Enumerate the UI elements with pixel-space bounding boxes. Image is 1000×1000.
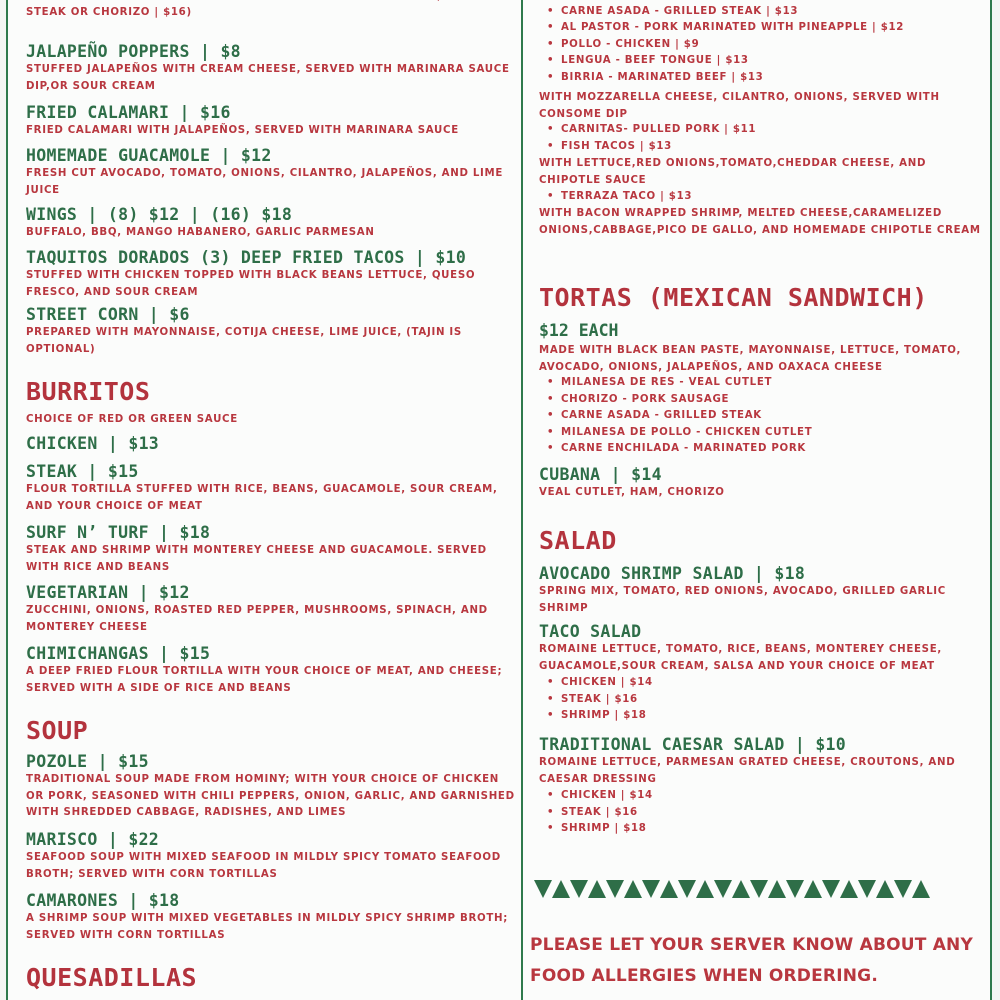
list-item: • MILANESA DE POLLO - CHICKEN CUTLET bbox=[545, 425, 984, 442]
triangle-shape bbox=[804, 880, 822, 898]
menu-item-fried-calamari bbox=[26, 103, 516, 140]
triangle-shape bbox=[876, 880, 894, 898]
triangle-shape bbox=[534, 880, 552, 898]
triangle-shape bbox=[786, 880, 804, 898]
item-desc: BUFFALO, BBQ, MANGO HABANERO, GARLIC PARMESAN bbox=[26, 227, 375, 238]
item-name: TRADITIONAL CAESAR SALAD | $10 bbox=[539, 735, 847, 754]
terraza-taco-note: WITH BACON WRAPPED SHRIMP, MELTED CHEESE,CARAMELIZED ONIONS,CABBAGE,PICO DE GALLO, AND HOMEMADE CHIPOTLE CREAM bbox=[539, 208, 981, 236]
item-desc: STUFFED WITH CHICKEN TOPPED WITH BLACK BEANS LETTUCE, QUESO FRESCO, AND SOUR CREAM bbox=[26, 270, 476, 298]
menu-item-camarones bbox=[26, 891, 516, 944]
menu-item-taquitos-dorados bbox=[26, 248, 516, 301]
item-name: STREET CORN | $6 bbox=[26, 305, 190, 324]
item-name: TAQUITOS DORADOS (3) DEEP FRIED TACOS | $10 bbox=[26, 248, 467, 267]
list-item: • AL PASTOR - PORK MARINATED WITH PINEAPPLE | $12 bbox=[545, 20, 984, 37]
item-name: CAMARONES | $18 bbox=[26, 891, 180, 910]
section-title-quesadillas: QUESADILLAS bbox=[26, 963, 198, 992]
section-title-tortas: TORTAS (MEXICAN SANDWICH) bbox=[539, 283, 928, 312]
triangle-shape bbox=[732, 880, 750, 898]
item-desc: STUFFED JALAPEÑOS WITH CREAM CHEESE, SERVED WITH MARINARA SAUCE DIP,OR SOUR CREAM bbox=[26, 64, 510, 92]
menu-item-marisco bbox=[26, 830, 516, 883]
caesar-salad-options bbox=[539, 788, 984, 838]
triangle-shape bbox=[768, 880, 786, 898]
item-name: CUBANA | $14 bbox=[539, 465, 662, 484]
item-desc: A DEEP FRIED FLOUR TORTILLA WITH YOUR CHOICE OF MEAT, AND CHEESE; SERVED WITH A SIDE OF RICE AND BEANS bbox=[26, 666, 503, 694]
item-desc: ROMAINE LETTUCE, TOMATO, RICE, BEANS, MONTEREY CHEESE, GUACAMOLE,SOUR CREAM, SALSA AND YOUR CHOICE OF MEAT bbox=[539, 644, 942, 672]
item-desc: STEAK AND SHRIMP WITH MONTEREY CHEESE AND GUACAMOLE. SERVED WITH RICE AND BEANS bbox=[26, 545, 487, 573]
item-name: WINGS | (8) $12 | (16) $18 bbox=[26, 205, 293, 224]
item-desc: PREPARED WITH MAYONNAISE, COTIJA CHEESE, LIME JUICE, (TAJIN IS OPTIONAL) bbox=[26, 327, 462, 355]
triangle-shape bbox=[840, 880, 858, 898]
menu-item-avocado-shrimp-salad bbox=[539, 564, 984, 617]
tortas-options bbox=[539, 375, 984, 458]
list-item: • CHICKEN | $14 bbox=[545, 675, 984, 692]
item-name: STEAK | $15 bbox=[26, 462, 139, 481]
section-title-burritos: BURRITOS bbox=[26, 377, 151, 406]
menu-item-jalapeno-poppers bbox=[26, 42, 516, 95]
item-name: HOMEMADE GUACAMOLE | $12 bbox=[26, 146, 272, 165]
triangle-shape bbox=[660, 880, 678, 898]
fish-taco-note: WITH LETTUCE,RED ONIONS,TOMATO,CHEDDAR CHEESE, AND CHIPOTLE SAUCE bbox=[539, 158, 927, 186]
item-desc: ROMAINE LETTUCE, PARMESAN GRATED CHEESE, CROUTONS, AND CAESAR DRESSING bbox=[539, 757, 956, 785]
menu-item-taco-salad bbox=[539, 622, 984, 725]
list-item: • CARNE ENCHILADA - MARINATED PORK bbox=[545, 441, 984, 458]
item-desc: A SHRIMP SOUP WITH MIXED VEGETABLES IN MILDLY SPICY SHRIMP BROTH; SERVED WITH CORN TORTILLAS bbox=[26, 913, 508, 941]
item-name: FRIED CALAMARI | $16 bbox=[26, 103, 231, 122]
triangle-shape bbox=[858, 880, 876, 898]
allergy-note: PLEASE LET YOUR SERVER KNOW ABOUT ANY FOOD ALLERGIES WHEN ORDERING. bbox=[530, 935, 973, 986]
column-divider bbox=[521, 0, 523, 1000]
triangle-shape bbox=[624, 880, 642, 898]
triangle-shape bbox=[894, 880, 912, 898]
triangle-shape bbox=[552, 880, 570, 898]
list-item: • CARNE ASADA - GRILLED STEAK bbox=[545, 408, 984, 425]
item-name: MARISCO | $22 bbox=[26, 830, 160, 849]
item-desc: TRADITIONAL SOUP MADE FROM HOMINY; WITH YOUR CHOICE OF CHICKEN OR PORK, SEASONED WITH CHILI PEPPERS, ONION, GARLIC, AND GARNISHED WITH SHREDDED CABBAGE, RADISHES, AND LIMES bbox=[26, 774, 515, 818]
item-name: AVOCADO SHRIMP SALAD | $18 bbox=[539, 564, 806, 583]
list-item: • CHORIZO - PORK SAUSAGE bbox=[545, 392, 984, 409]
triangle-shape bbox=[912, 880, 930, 898]
list-item: • SHRIMP | $18 bbox=[545, 821, 984, 838]
menu-item-cubana bbox=[539, 465, 984, 502]
menu-item-surf-n-turf bbox=[26, 523, 516, 576]
triangle-shape bbox=[606, 880, 624, 898]
item-name: JALAPEÑO POPPERS | $8 bbox=[26, 42, 241, 61]
item-name: VEGETARIAN | $12 bbox=[26, 583, 190, 602]
menu-item-homemade-guacamole bbox=[26, 146, 516, 199]
triangle-shape bbox=[642, 880, 660, 898]
decorative-triangle-border bbox=[534, 878, 938, 900]
triangle-shape bbox=[696, 880, 714, 898]
menu-item-pozole bbox=[26, 752, 516, 822]
list-item: • BIRRIA - MARINATED BEEF | $13 bbox=[545, 70, 984, 87]
menu-item-chimichangas bbox=[26, 644, 516, 697]
list-item: • STEAK | $16 bbox=[545, 692, 984, 709]
item-desc: VEAL CUTLET, HAM, CHORIZO bbox=[539, 487, 725, 498]
item-name: CHIMICHANGAS | $15 bbox=[26, 644, 211, 663]
list-item: • CARNE ASADA - GRILLED STEAK | $13 bbox=[545, 4, 984, 21]
item-desc: FLOUR TORTILLA STUFFED WITH RICE, BEANS, GUACAMOLE, SOUR CREAM, AND YOUR CHOICE OF MEAT bbox=[26, 484, 498, 512]
tortas-price: $12 EACH bbox=[539, 321, 619, 340]
menu-item-wings bbox=[26, 205, 516, 242]
tacos-list-2 bbox=[539, 122, 984, 155]
item-desc: ZUCCHINI, ONIONS, ROASTED RED PEPPER, MUSHROOMS, SPINACH, AND MONTEREY CHEESE bbox=[26, 605, 488, 633]
triangle-shape bbox=[750, 880, 768, 898]
item-name: SURF N’ TURF | $18 bbox=[26, 523, 211, 542]
triangle-shape bbox=[588, 880, 606, 898]
list-item: • TERRAZA TACO | $13 bbox=[545, 189, 984, 206]
taco-salad-options bbox=[539, 675, 984, 725]
triangle-shape bbox=[822, 880, 840, 898]
triangle-shape bbox=[678, 880, 696, 898]
item-desc: SEAFOOD SOUP WITH MIXED SEAFOOD IN MILDLY SPICY TOMATO SEAFOOD BROTH; SERVED WITH CORN TORTILLAS bbox=[26, 852, 501, 880]
list-item: • LENGUA - BEEF TONGUE | $13 bbox=[545, 53, 984, 70]
list-item: • CARNITAS- PULLED PORK | $11 bbox=[545, 122, 984, 139]
triangle-shape bbox=[714, 880, 732, 898]
item-name: TACO SALAD bbox=[539, 622, 642, 641]
menu-item-steak-burrito bbox=[26, 462, 516, 515]
menu-item-vegetarian bbox=[26, 583, 516, 636]
birria-note: WITH MOZZARELLA CHEESE, CILANTRO, ONIONS, SERVED WITH CONSOME DIP bbox=[539, 92, 940, 120]
list-item: • POLLO - CHICKEN | $9 bbox=[545, 37, 984, 54]
list-item: • SHRIMP | $18 bbox=[545, 708, 984, 725]
item-name: POZOLE | $15 bbox=[26, 752, 149, 771]
tacos-list-3 bbox=[539, 189, 984, 206]
section-title-soup: SOUP bbox=[26, 716, 89, 745]
top-fragment-desc: STEAK OR CHORIZO | $16) bbox=[26, 6, 192, 18]
tortas-desc: MADE WITH BLACK BEAN PASTE, MAYONNAISE, LETTUCE, TOMATO, AVOCADO, ONIONS, JALAPEÑOS, AND OAXACA CHEESE bbox=[539, 345, 962, 373]
menu-item-chicken-burrito bbox=[26, 434, 516, 454]
menu-item-caesar-salad bbox=[539, 735, 984, 838]
list-item: • FISH TACOS | $13 bbox=[545, 139, 984, 156]
item-desc: FRESH CUT AVOCADO, TOMATO, ONIONS, CILANTRO, JALAPEÑOS, AND LIME JUICE bbox=[26, 168, 504, 196]
list-item: • CHICKEN | $14 bbox=[545, 788, 984, 805]
triangle-shape bbox=[570, 880, 588, 898]
item-name: CHICKEN | $13 bbox=[26, 434, 160, 453]
list-item: • MILANESA DE RES - VEAL CUTLET bbox=[545, 375, 984, 392]
section-title-salad: SALAD bbox=[539, 526, 617, 555]
tacos-list-1 bbox=[539, 0, 984, 86]
menu-item-street-corn bbox=[26, 305, 516, 358]
burritos-subtitle: CHOICE OF RED OR GREEN SAUCE bbox=[26, 414, 238, 425]
item-desc: SPRING MIX, TOMATO, RED ONIONS, AVOCADO, GRILLED GARLIC SHRIMP bbox=[539, 586, 946, 614]
menu-page bbox=[6, 0, 992, 1000]
list-item: • STEAK | $16 bbox=[545, 805, 984, 822]
item-desc: FRIED CALAMARI WITH JALAPEÑOS, SERVED WITH MARINARA SAUCE bbox=[26, 125, 459, 136]
